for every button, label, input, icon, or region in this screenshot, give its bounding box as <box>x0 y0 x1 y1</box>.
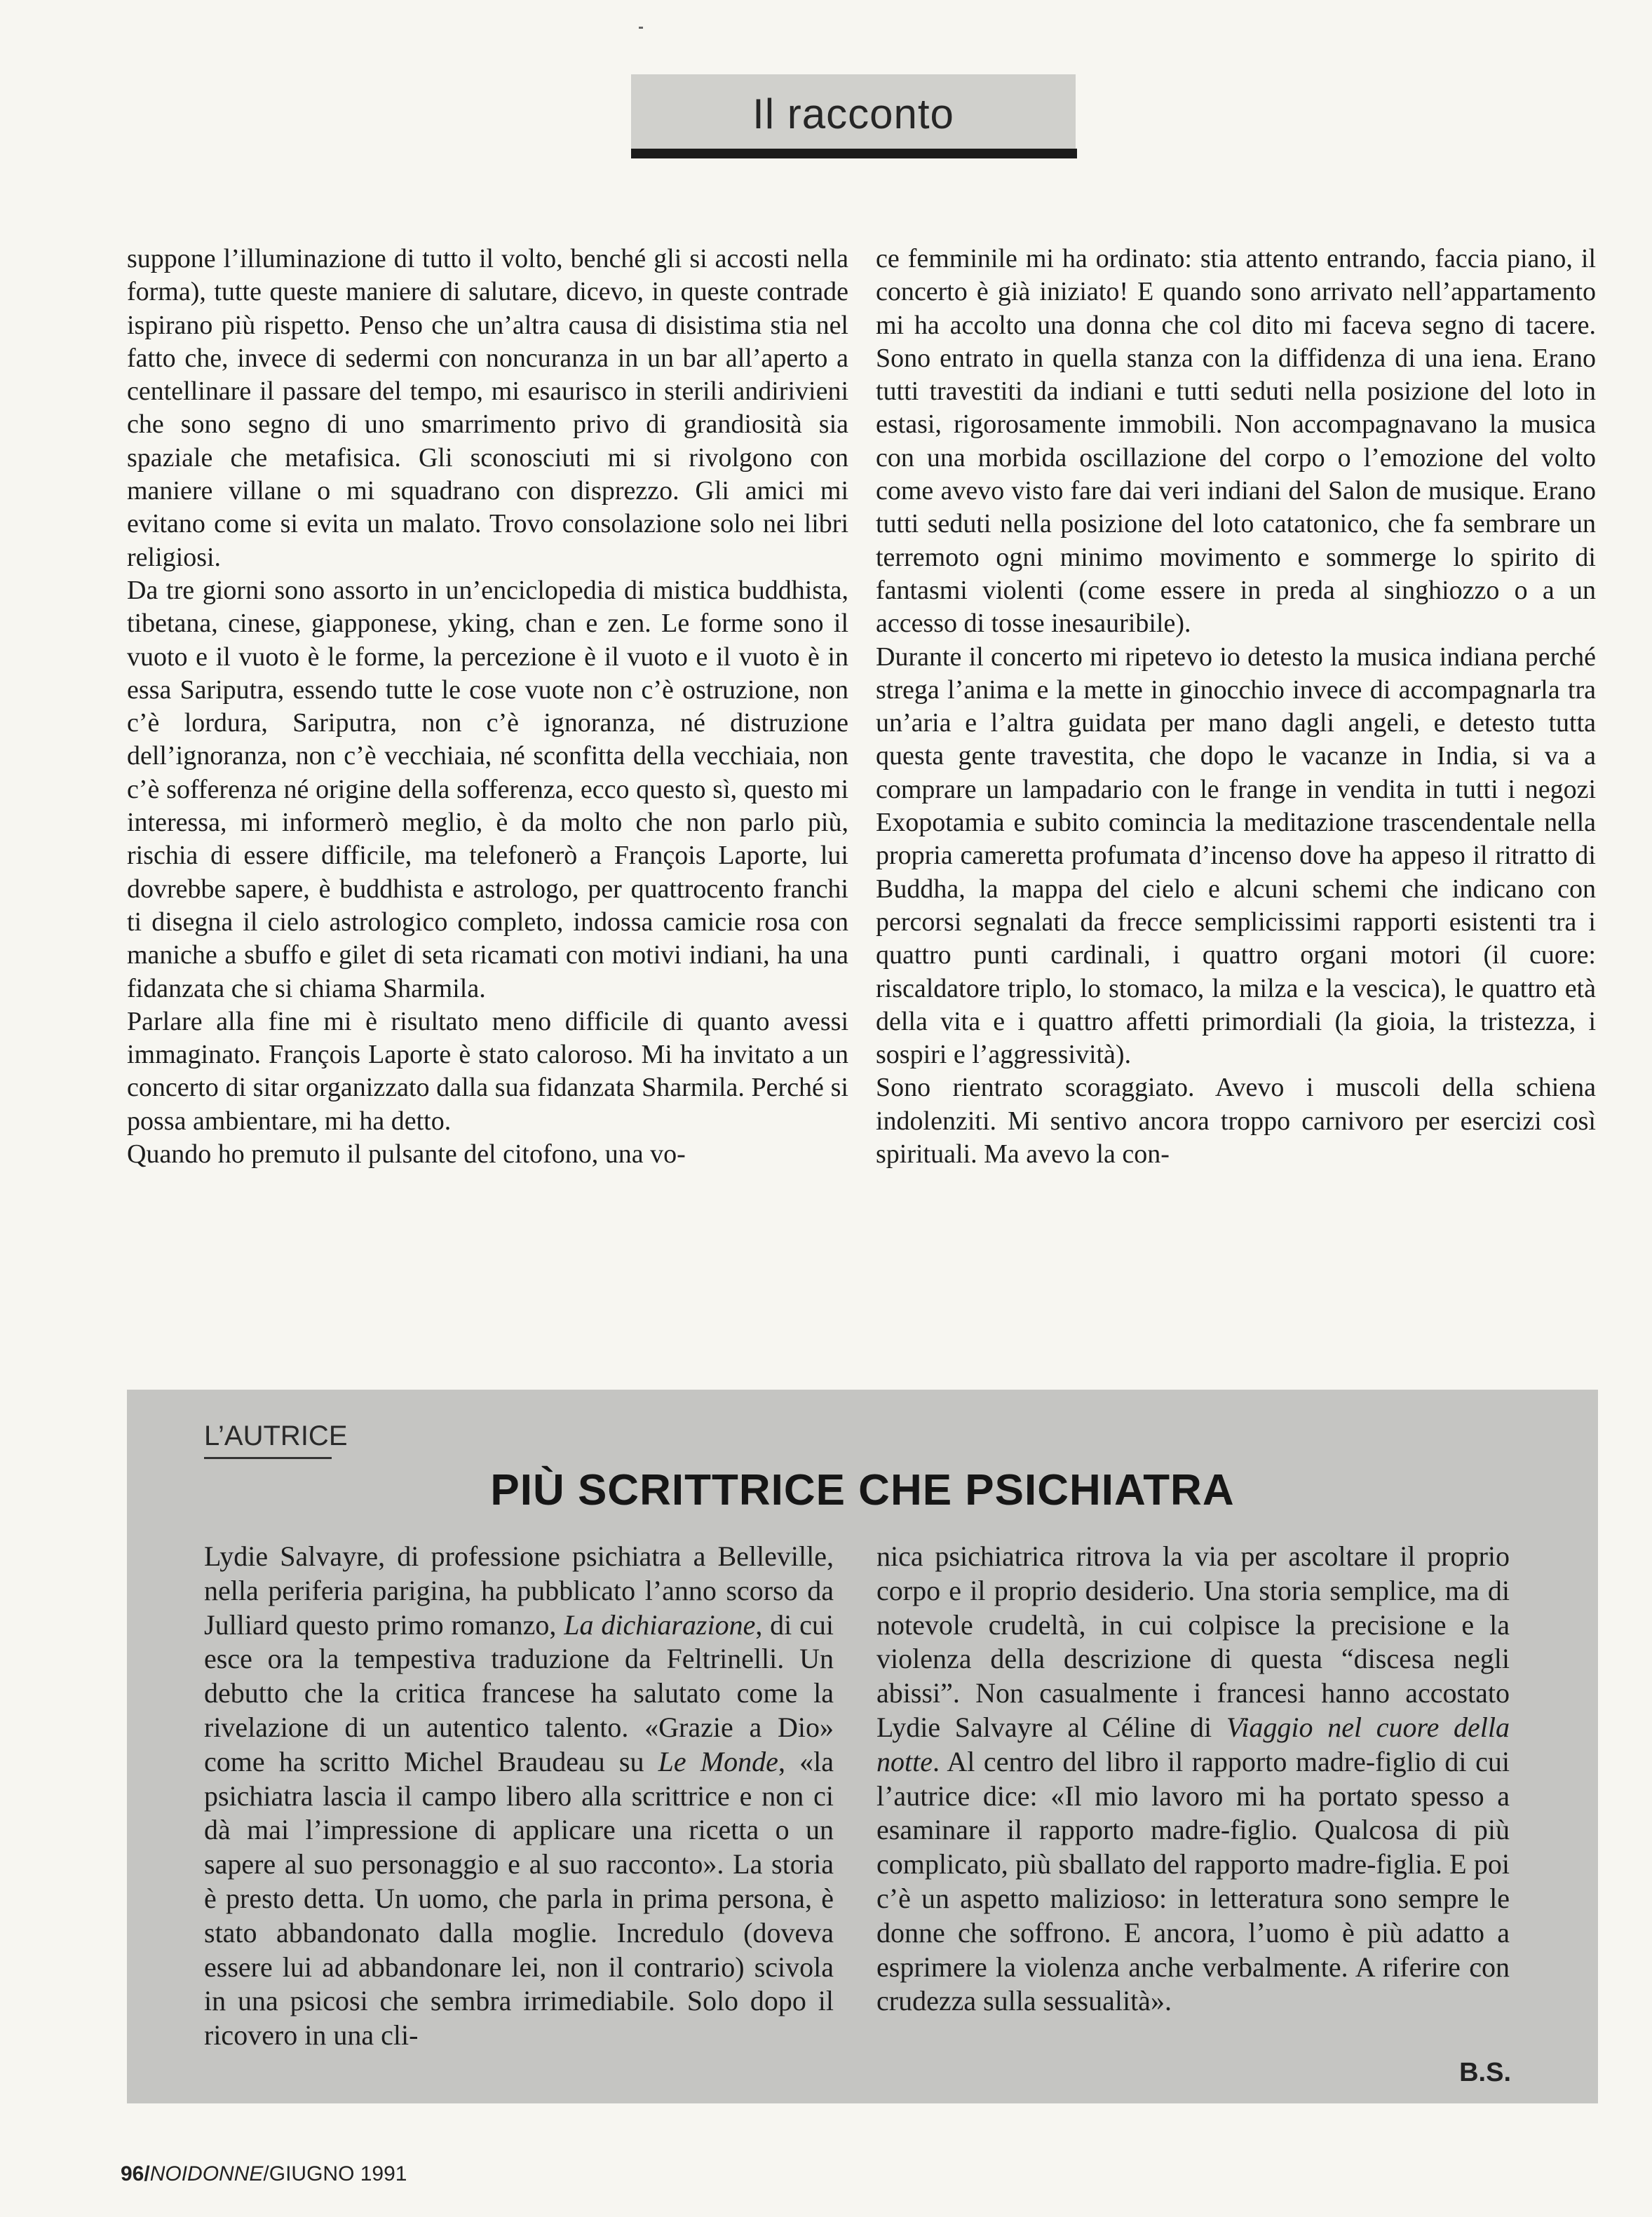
sidebar-column-right <box>876 1540 1510 2019</box>
sidebar-text: . Al centro del libro il rapporto madre-figlio di cui l’autrice dice: «Il mio lavoro mi ha portato spesso a esaminare il rapporto madre-figlio. Qualcosa di più complicato, più sballato del rapporto madre-figlia. E poi c’è un aspetto malizioso: in letteratura sono sempre le donne che soffrono. E ancora, l’uomo è più adatto a esprimere la violenza anche verbalmente. A riferire con crudezza sulla sessualità». <box>876 1745 1510 2017</box>
scan-speck <box>639 27 643 29</box>
story-paragraph: ce femminile mi ha ordinato: stia attento entrando, faccia piano, il concerto è già iniziato! E quando sono arrivato nell’appartamento mi ha accolto una donna che col dito mi faceva segno di tacere. Sono entrato in quella stanza con la diffidenza di una iena. Erano tutti travestiti da indiani e tutti seduti nella posizione del loto in estasi, rigorosamente immobili. Non accompagnavano la musica con una morbida oscillazione del corpo o l’emozione del volto come avevo visto fare dai veri indiani del Salon de musique. Erano tutti seduti nella posizione del loto catatonico, che fa sembrare un terremoto ogni minimo movimento e sommerge lo spirito di fantasmi violenti (come essere in preda al singhiozzo o a un accesso di tosse inesauribile). <box>876 244 1596 639</box>
story-paragraph: Durante il concerto mi ripetevo io detesto la musica indiana perché strega l’anima e la mette in ginocchio invece di accompagnarla tra un’aria e l’altra guidata per mano dagli angeli, e detesto tutta questa gente travestita, che dopo le vacanze in India, si va a comprare un lampadario con le frange in vendita in tutti i negozi Exopotamia e subito comincia la meditazione trascendentale nella propria cameretta profumata d’incenso dove ha appeso il ritratto di Buddha, la mappa del cielo e alcuni schemi che indicano con percorsi segnalati da frecce semplicissimi rapporti esistenti tra i quattro punti cardinali, i quattro organi motori (il cuore: riscaldatore triplo, lo stomaco, la milza e la vescica), le quattro età della vita e i quattro affetti primordiali (la gioia, la tristezza, i sospiri e l’aggressività). <box>876 642 1596 1070</box>
sidebar-title: PIÙ SCRITTRICE CHE PSICHIATRA <box>490 1466 1235 1514</box>
section-tab-rule <box>631 149 1077 158</box>
sidebar-text: , «la psichiatra lascia il campo libero alla scrittrice e non ci dà mai l’impressione di applicare una ricetta o un sapere al suo personaggio e al suo racconto». La storia è presto detta. Un uomo, che parla in prima persona, è stato abbandonato dalla moglie. Incredulo (doveva essere lui ad abbandonare lei, non il contrario) scivola in una psicosi che sembra irrimediabile. Solo dopo il ricovero in una cli- <box>204 1745 834 2052</box>
issue-date: /GIUGNO 1991 <box>263 2162 407 2185</box>
section-tab <box>631 74 1076 153</box>
story-paragraph: Sono rientrato scoraggiato. Avevo i muscoli della schiena indolenziti. Mi sentivo ancora troppo carnivoro per esercizi così spirituali. Ma avevo la con- <box>876 1073 1596 1169</box>
sidebar-column-left <box>204 1540 834 2053</box>
sidebar-text: , di cui esce ora la tempestiva traduzione da Feltrinelli. Un debutto che la critica francese ha salutato come la rivelazione di un autentico talento. «Grazie a Dio» come ha scritto Michel Braudeau su <box>204 1608 834 1777</box>
story-paragraph: Quando ho premuto il pulsante del citofono, una vo- <box>127 1139 686 1169</box>
story-paragraph: Da tre giorni sono assorto in un’enciclopedia di mistica buddhista, tibetana, cinese, giapponese, yking, chan e zen. Le forme sono il vuoto e il vuoto è le forme, la percezione è il vuoto e il vuoto è in essa Sariputra, essendo tutte le cose vuote non c’è ostruzione, non c’è lordura, Sariputra, non c’è ignoranza, né distruzione dell’ignoranza, non c’è vecchiaia, né sconfitta della vecchiaia, non c’è sofferenza né origine della sofferenza, ecco questo sì, questo mi interessa, mi informerò meglio, è da molto che non parlo più, rischia di essere difficile, ma telefonerò a François Laporte, lui dovrebbe sapere, è buddhista e astrologo, per quattrocento franchi ti disegna il cielo astrologico completo, indossa camicie rosa con maniche a sbuffo e gilet di seta ricamati con motivi indiani, ha una fidanzata che si chiama Sharmila. <box>127 575 848 1003</box>
sidebar-text: nica psichiatrica ritrova la via per ascoltare il proprio corpo e il proprio desiderio. Una storia semplice, ma di notevole crudeltà, in cui colpisce la precisione e la violenza della descrizione di questa “discesa negli abissi”. Non casualmente i francesi hanno accostato Lydie Salvayre al Céline di <box>876 1540 1510 1743</box>
sidebar-kicker-underline <box>204 1457 332 1459</box>
sidebar-kicker: L’AUTRICE <box>204 1421 348 1451</box>
book-title: Viaggio nel cuore della notte <box>876 1711 1510 1777</box>
book-title: La dichiarazione <box>564 1608 756 1641</box>
sidebar-paragraph <box>204 1540 834 2053</box>
sidebar-text: Lydie Salvayre, di professione psichiatra a Belleville, nella periferia parigina, ha pubblicato l’anno scorso da Julliard questo primo romanzo, <box>204 1540 834 1641</box>
story-paragraph: Parlare alla fine mi è risultato meno difficile di quanto avessi immaginato. François Laporte è stato caloroso. Mi ha invitato a un concerto di sitar organizzato dalla sua fidanzata Sharmila. Perché si possa ambientare, mi ha detto. <box>127 1006 848 1136</box>
story-paragraph: suppone l’illuminazione di tutto il volto, benché gli si accosti nella forma), tutte queste maniere di salutare, dicevo, in queste contrade ispirano più rispetto. Penso che un’altra causa di disistima stia nel fatto che, invece di sedermi con noncuranza in un bar all’aperto a centellinare il passare del tempo, mi esaurisco in sterili andirivieni che sono segno di uno smarrimento privo di grandiosità sia spaziale che metafisica. Gli sconosciuti mi si rivolgono con maniere villane o mi squadrano con disprezzo. Gli amici mi evitano come si evita un malato. Trovo consolazione solo nei libri religiosi. <box>127 244 848 572</box>
section-title: Il racconto <box>752 90 954 137</box>
newspaper-title: Le Monde <box>658 1745 778 1777</box>
author-signature: B.S. <box>1459 2058 1511 2087</box>
story-column-right <box>876 243 1596 1171</box>
magazine-name: NOIDONNE <box>149 2162 264 2185</box>
page-folio <box>121 2162 407 2186</box>
sidebar-paragraph <box>876 1540 1510 2019</box>
page-number: 96/ <box>121 2162 150 2185</box>
story-column-left <box>127 243 848 1171</box>
